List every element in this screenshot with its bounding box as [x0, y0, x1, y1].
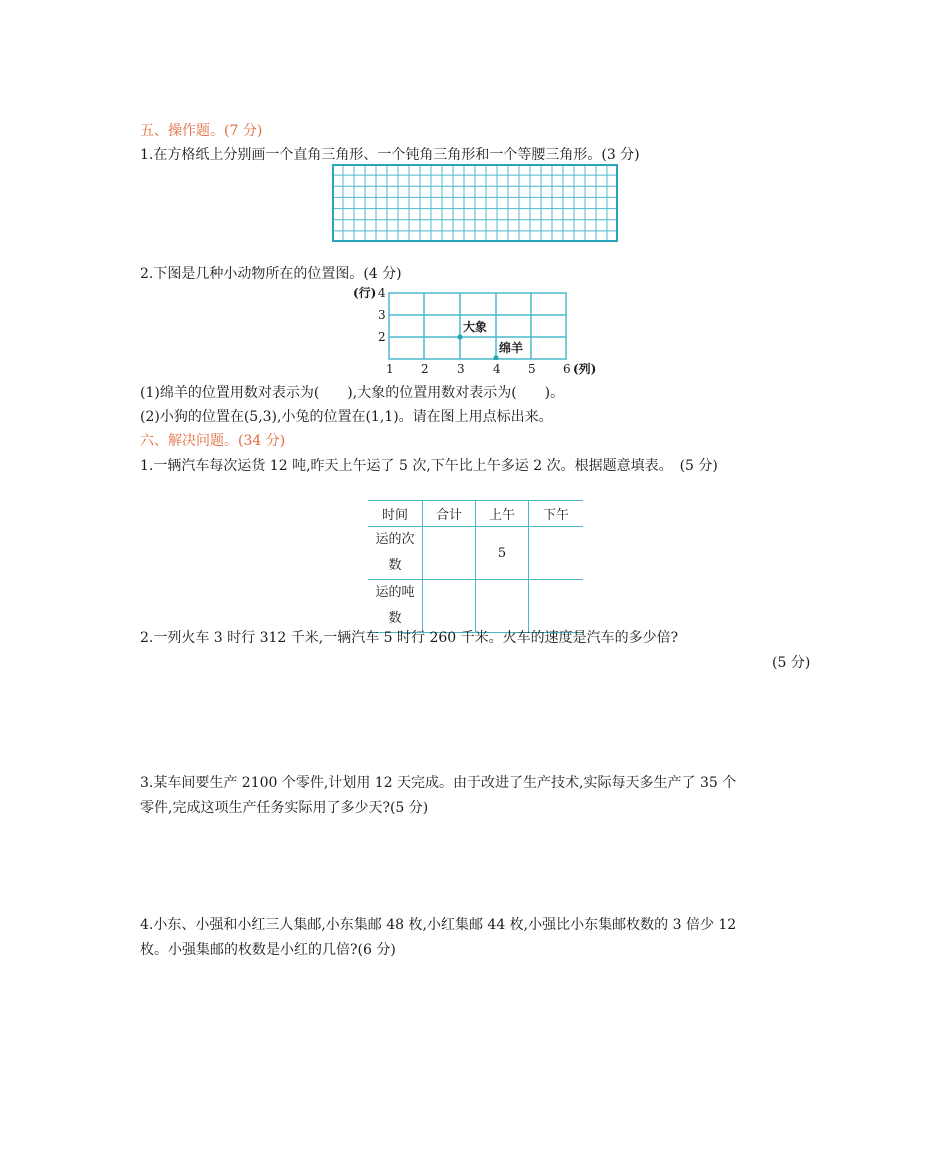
cell-trips-morning[interactable]: 5 — [476, 527, 529, 580]
col-tick-1: 1 — [386, 362, 394, 376]
question-6-1: 1.一辆汽车每次运货 12 吨,昨天上午运了 5 次,下午比上午多运 2 次。根据题意填表。 (5 分) — [140, 458, 718, 474]
cell-trips-afternoon[interactable] — [529, 527, 584, 580]
question-5-2: 2.下图是几种小动物所在的位置图。(4 分) — [140, 266, 402, 282]
cell-tons-afternoon[interactable] — [529, 580, 584, 633]
sheep-point — [493, 355, 498, 360]
question-6-4-line-2: 枚。小强集邮的枚数是小红的几倍?(6 分) — [140, 942, 396, 958]
row-tick-2: 2 — [378, 330, 386, 344]
header-morning: 上午 — [476, 501, 529, 527]
elephant-point — [457, 334, 462, 339]
row-tick-3: 3 — [378, 308, 386, 322]
question-6-2-score: (5 分) — [772, 655, 811, 671]
col-tick-4: 4 — [493, 362, 501, 376]
col-tick-5: 5 — [528, 362, 536, 376]
question-5-2-part-2: (2)小狗的位置在(5,3),小兔的位置在(1,1)。请在图上用点标出来。 — [140, 409, 553, 425]
question-5-1: 1.在方格纸上分别画一个直角三角形、一个钝角三角形和一个等腰三角形。(3 分) — [140, 147, 640, 163]
col-tick-6: 6 — [563, 362, 571, 376]
cell-tons-total[interactable] — [423, 580, 476, 633]
row-tons-label: 运的吨 数 — [368, 580, 423, 633]
col-axis-label: (列) — [573, 362, 597, 376]
row-tick-4: 4 — [378, 286, 386, 300]
answer-area-6-4[interactable] — [140, 968, 810, 1118]
section-6-heading: 六、解决问题。(34 分) — [140, 433, 286, 449]
header-time: 时间 — [368, 501, 423, 527]
sheep-label: 绵羊 — [499, 341, 524, 355]
question-6-3-line-2: 零件,完成这项生产任务实际用了多少天?(5 分) — [140, 800, 429, 816]
row-trips-label: 运的次 数 — [368, 527, 423, 580]
question-6-2: 2.一列火车 3 时行 312 千米,一辆汽车 5 时行 260 千米。火车的速度是汽车的多少倍? — [140, 630, 679, 646]
header-afternoon: 下午 — [529, 501, 584, 527]
cell-tons-morning[interactable] — [476, 580, 529, 633]
answer-area-6-3[interactable] — [140, 825, 810, 910]
question-6-4-line-1: 4.小东、小强和小红三人集邮,小东集邮 48 枚,小红集邮 44 枚,小强比小东集邮枚数的 3 倍少 12 — [140, 917, 737, 933]
square-grid-paper[interactable] — [332, 164, 618, 242]
cell-trips-total[interactable] — [423, 527, 476, 580]
transport-table — [368, 500, 583, 633]
elephant-label: 大象 — [463, 320, 488, 334]
header-total: 合计 — [423, 501, 476, 527]
row-axis-label: (行) — [353, 286, 377, 300]
answer-area-6-2[interactable] — [140, 680, 810, 770]
col-tick-2: 2 — [421, 362, 429, 376]
question-6-3-line-1: 3.某车间要生产 2100 个零件,计划用 12 天完成。由于改进了生产技术,实际每天多生产了 35 个 — [140, 775, 737, 791]
section-5-heading: 五、操作题。(7 分) — [140, 123, 263, 139]
col-tick-3: 3 — [457, 362, 465, 376]
question-5-2-part-1: (1)绵羊的位置用数对表示为( ),大象的位置用数对表示为( )。 — [140, 385, 565, 401]
